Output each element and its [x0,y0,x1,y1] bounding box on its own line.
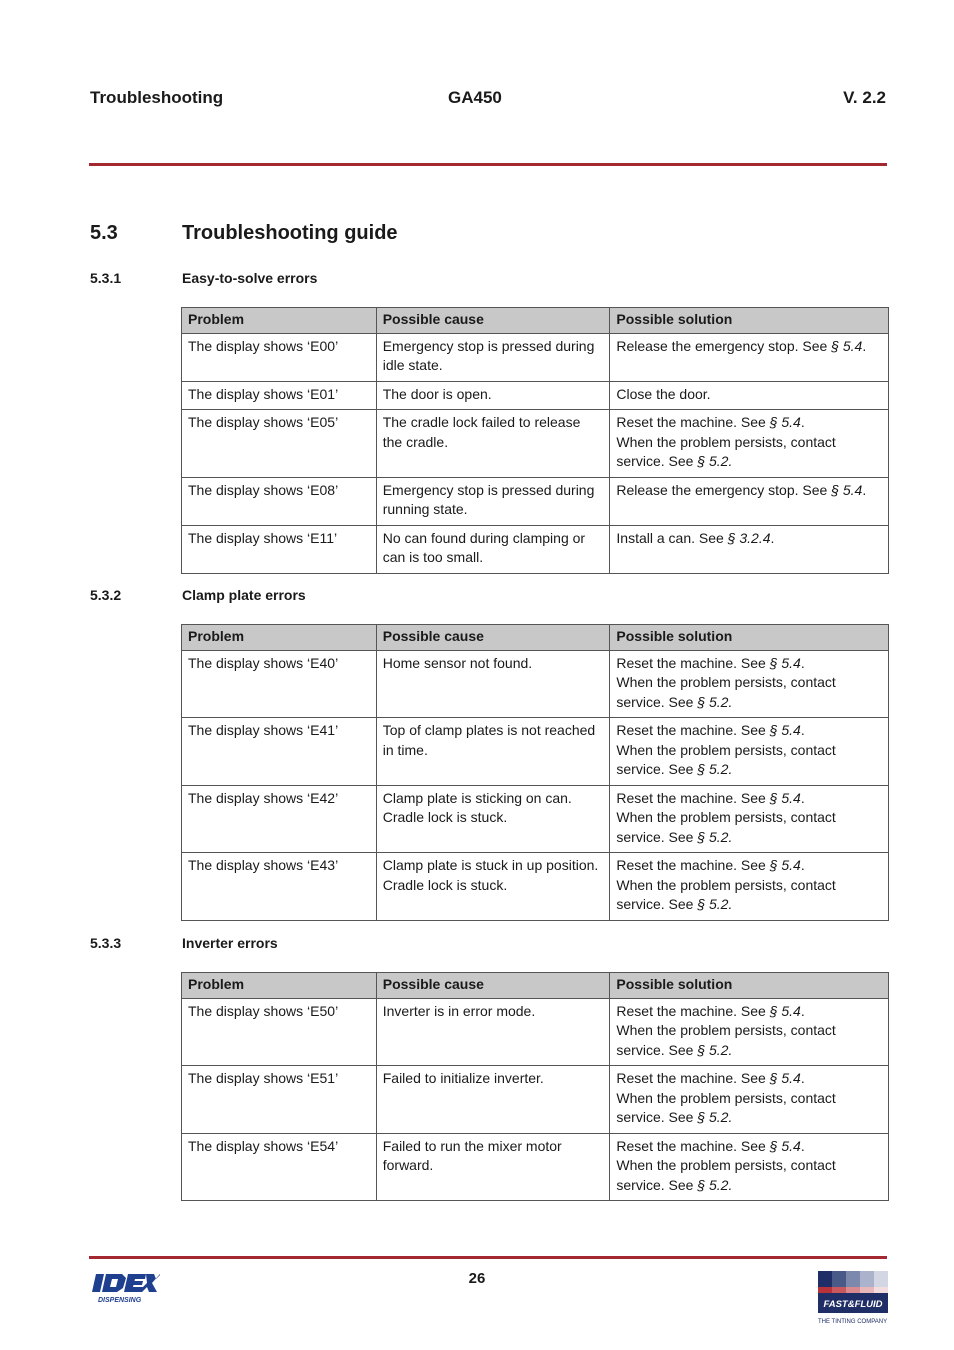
section-reference: § 3.2.4 [727,529,771,546]
column-header-cause: Possible cause [376,625,610,651]
section-reference: § 5.2. [697,761,733,777]
solution-cell [610,477,889,525]
solution-text: . [800,414,805,430]
section-reference: § 5.4 [831,481,863,498]
solution-text: Reset the machine. See [616,789,770,806]
section-reference: § 5.2. [697,1041,733,1058]
table-row [182,785,889,853]
idex-logo-icon [90,1272,160,1309]
solution-text: Install a can. See [616,529,728,546]
cause-line: Emergency stop is pressed during running state. [382,481,595,517]
solution-text: Reset the machine. See [616,1070,770,1086]
cause-line: Home sensor not found. [382,654,533,671]
section-reference: § 5.4 [769,1070,801,1086]
troubleshooting-table [181,307,889,574]
solution-line [616,876,882,915]
cause-line: The door is open. [382,385,492,402]
problem-cell: The display shows ‘E50’ [182,998,377,1066]
solution-text: When the problem persists, contact service. See [616,1157,836,1193]
problem-cell: The display shows ‘E41’ [182,718,377,786]
cause-line: The cradle lock failed to release the cradle. [382,414,581,450]
solution-cell [610,1066,889,1134]
solution-line [616,1021,882,1060]
solution-cell [610,333,889,381]
solution-line [616,337,882,357]
problem-cell: The display shows ‘E01’ [182,381,377,410]
column-header-problem: Problem [182,973,377,999]
cause-line: No can found during clamping or can is too small. [382,529,586,565]
solution-text: . [800,1137,805,1154]
solution-text: . [800,1070,805,1086]
table-header-row [182,308,889,334]
column-header-solution: Possible solution [610,625,889,651]
problem-cell: The display shows ‘E11’ [182,525,377,573]
solution-text: . [800,789,805,806]
problem-cell: The display shows ‘E00’ [182,333,377,381]
solution-line [616,808,882,847]
solution-text: Reset the machine. See [616,1137,770,1154]
solution-text: Reset the machine. See [616,414,770,430]
cause-cell [376,718,610,786]
solution-text: Reset the machine. See [616,654,770,671]
cause-cell [376,1066,610,1134]
problem-cell: The display shows ‘E51’ [182,1066,377,1134]
solution-text: . [862,337,867,354]
table-header-row [182,625,889,651]
solution-text: . [862,481,867,498]
solution-cell [610,410,889,478]
cause-line: Top of clamp plates is not reached in time. [382,722,596,758]
header-rule [89,163,887,166]
solution-line [616,856,882,876]
solution-text: When the problem persists, contact service. See [616,1089,836,1125]
page-number: 26 [468,1270,486,1287]
section-reference: § 5.4 [769,722,801,738]
header-version: V. 2.2 [843,88,886,107]
column-header-solution: Possible solution [610,973,889,999]
cause-line: Clamp plate is sticking on can. [382,789,572,806]
cause-cell [376,998,610,1066]
table-row [182,525,889,573]
footer-rule [89,1256,887,1259]
solution-line [616,1002,882,1022]
section-reference: § 5.2. [697,693,733,710]
fast-and-fluid-logo-subtext: THE TINTING COMPANY [818,1319,888,1325]
solution-cell [610,525,889,573]
cause-line: Inverter is in error mode. [382,1002,536,1019]
subsection-number-1: 5.3.1 [90,270,122,286]
section-title: Troubleshooting guide [182,222,398,244]
column-header-problem: Problem [182,308,377,334]
table-row [182,718,889,786]
column-header-cause: Possible cause [376,973,610,999]
cause-cell [376,525,610,573]
cause-cell [376,333,610,381]
solution-text: When the problem persists, contact service. See [616,809,836,845]
solution-text: . [800,857,805,873]
cause-cell [376,1133,610,1201]
cause-line: Cradle lock is stuck. [382,809,508,825]
solution-line [616,741,882,780]
problem-cell: The display shows ‘E40’ [182,650,377,718]
table-row [182,1133,889,1201]
solution-text: When the problem persists, contact service. See [616,674,836,710]
section-number: 5.3 [90,222,118,244]
cause-line: Cradle lock is stuck. [382,876,508,893]
solution-text: When the problem persists, contact service. See [616,433,836,469]
solution-text: Reset the machine. See [616,722,770,738]
subsection-number-3: 5.3.3 [90,935,122,951]
solution-text: When the problem persists, contact service. See [616,876,836,912]
section-reference: § 5.4 [769,857,801,873]
solution-text: . [800,654,805,671]
section-reference: § 5.2. [697,1176,733,1193]
solution-text: . [800,722,805,738]
header-section-title: Troubleshooting [90,88,224,107]
section-reference: § 5.4 [831,337,863,354]
solution-text: When the problem persists, contact service. See [616,741,836,777]
section-reference: § 5.4 [769,1002,801,1019]
table-row [182,650,889,718]
solution-line [616,413,882,433]
table-row [182,381,889,410]
solution-line [616,1089,882,1128]
problem-cell: The display shows ‘E43’ [182,853,377,921]
idex-logo-subtext: DISPENSING [98,1297,142,1304]
solution-line [616,529,882,549]
cause-line: Failed to initialize inverter. [382,1070,544,1086]
solution-line [616,673,882,712]
table-row [182,477,889,525]
solution-line [616,1137,882,1157]
cause-cell [376,853,610,921]
header-model: GA450 [448,88,502,107]
solution-text: Reset the machine. See [616,857,770,873]
section-reference: § 5.2. [697,828,733,845]
solution-cell [610,1133,889,1201]
solution-text: When the problem persists, contact service. See [616,1022,836,1058]
solution-line [616,654,882,674]
troubleshooting-table [181,624,889,921]
subsection-number-2: 5.3.2 [90,587,122,603]
table-row [182,998,889,1066]
cause-cell [376,381,610,410]
solution-text: Close the door. [616,385,711,402]
cause-line: Clamp plate is stuck in up position. [382,857,599,873]
solution-cell [610,650,889,718]
solution-cell [610,998,889,1066]
section-reference: § 5.4 [769,654,801,671]
solution-text: . [800,1002,805,1019]
troubleshooting-table [181,972,889,1201]
problem-cell: The display shows ‘E08’ [182,477,377,525]
column-header-solution: Possible solution [610,308,889,334]
cause-cell [376,785,610,853]
problem-cell: The display shows ‘E42’ [182,785,377,853]
section-reference: § 5.4 [769,789,801,806]
solution-text: Release the emergency stop. See [616,337,832,354]
section-reference: § 5.4 [769,1137,801,1154]
subsection-title-2: Clamp plate errors [182,587,306,603]
solution-cell [610,381,889,410]
solution-text: Reset the machine. See [616,1002,770,1019]
table-row [182,410,889,478]
problem-cell: The display shows ‘E05’ [182,410,377,478]
problem-cell: The display shows ‘E54’ [182,1133,377,1201]
table-row [182,1066,889,1134]
solution-cell [610,718,889,786]
solution-line [616,1156,882,1195]
section-reference: § 5.2. [697,453,733,469]
table-row [182,853,889,921]
column-header-problem: Problem [182,625,377,651]
solution-line [616,385,882,405]
solution-text: . [770,529,775,546]
cause-cell [376,650,610,718]
solution-line [616,481,882,501]
cause-cell [376,410,610,478]
solution-line [616,1069,882,1089]
solution-line [616,721,882,741]
section-reference: § 5.2. [697,896,733,912]
cause-cell [376,477,610,525]
table-row [182,333,889,381]
cause-line: Failed to run the mixer motor forward. [382,1137,562,1173]
solution-text: Release the emergency stop. See [616,481,832,498]
fast-and-fluid-logo-text: FAST&FLUID [823,1299,883,1310]
table-header-row [182,973,889,999]
column-header-cause: Possible cause [376,308,610,334]
solution-cell [610,853,889,921]
section-reference: § 5.2. [697,1109,733,1125]
cause-line: Emergency stop is pressed during idle state. [382,337,595,373]
solution-line [616,789,882,809]
subsection-title-1: Easy-to-solve errors [182,270,318,286]
section-reference: § 5.4 [769,414,801,430]
fast-and-fluid-logo-icon [818,1271,888,1330]
solution-line [616,433,882,472]
solution-cell [610,785,889,853]
subsection-title-3: Inverter errors [182,935,278,951]
